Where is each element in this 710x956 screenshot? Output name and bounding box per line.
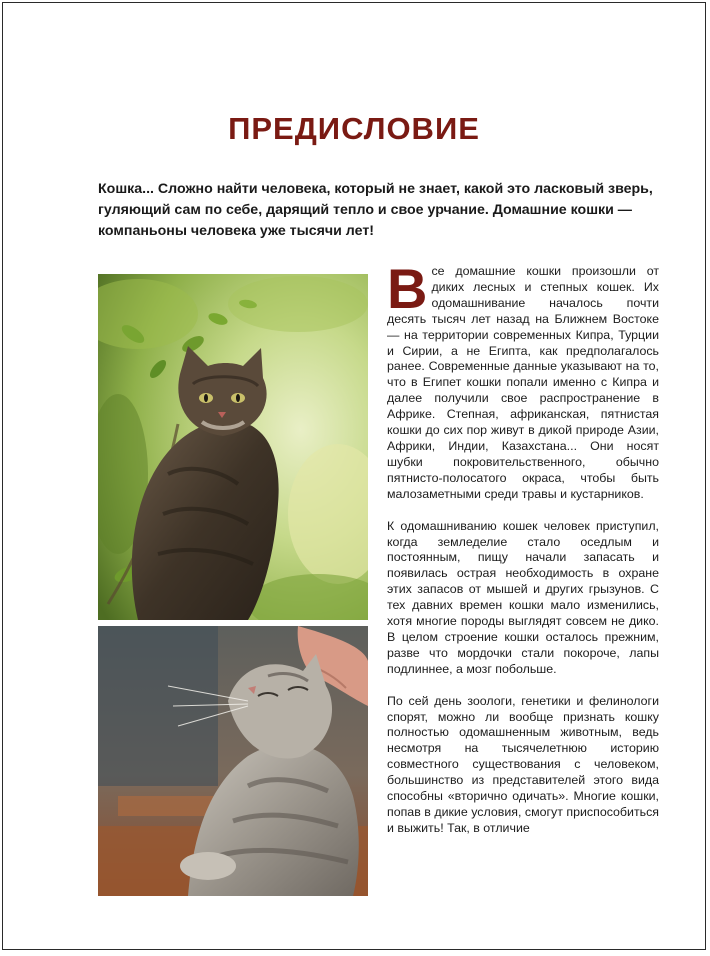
lead-line: компаньоны человека уже тысячи лет! <box>98 223 375 239</box>
page-title: ПРЕДИСЛОВИЕ <box>228 111 480 146</box>
lead-paragraph <box>98 179 668 242</box>
lead-line: гуляющий сам по себе, дарящий тепло и свое урчание. Домашние кошки — <box>98 202 632 218</box>
lead-line: Кошка... Сложно найти человека, который не знает, какой это ласковый зверь, <box>98 181 653 197</box>
body-paragraph: К одомашниванию кошек человек приступил, когда земледелие стало оседлым и постоянным, пищу начали запасать и появилась острая необходимость в охране этих запасов от мышей и других грызунов. С тех давних времен кошки мало изменились, хотя многие породы выглядят совсем не дико. В целом строение кошки осталось прежним, разве что мордочки стали покороче, лапы подлиннее, а мозг побольше. <box>387 518 659 676</box>
photo-grey-tabby-cat-being-petted <box>98 626 368 896</box>
body-paragraph <box>387 257 659 503</box>
body-text-column <box>387 257 659 853</box>
body-paragraph: По сей день зоологи, генетики и фелинологи спорят, можно ли вообще признать кошку полностью одомашненным животным, ведь несмотря на тысячелетнюю историю совместного существования с человеком, большинство из представителей этого вида способны «вторично одичать». Многие кошки, попав в дикие условия, смогут приспособиться и выжить! Так, в отличие <box>387 693 659 835</box>
photo-tabby-cat-in-greenery <box>98 274 368 620</box>
body-paragraph-text: се домашние кошки произошли от диких лесных и степных кошек. Их одомашнивание началось почти десять тысяч лет назад на Ближнем Востоке — на территории современных Кипра, Турции и Сирии, а не Египта, как предполагалось ранее. Современные данные указывают на то, что в Египет кошки попали именно с Кипра и далее получили свое распространение в Африке. Степная, африканская, пятнистая кошки до сих пор живут в дикой природе Азии, Африки, Индии, Казахстана... Они носят шубки покровительственного, обычно пятнисто-полосатого окраса, чтобы быть малозаметными среди травы и кустарников. <box>387 264 659 501</box>
book-page <box>2 2 706 950</box>
drop-cap: В <box>387 257 428 320</box>
